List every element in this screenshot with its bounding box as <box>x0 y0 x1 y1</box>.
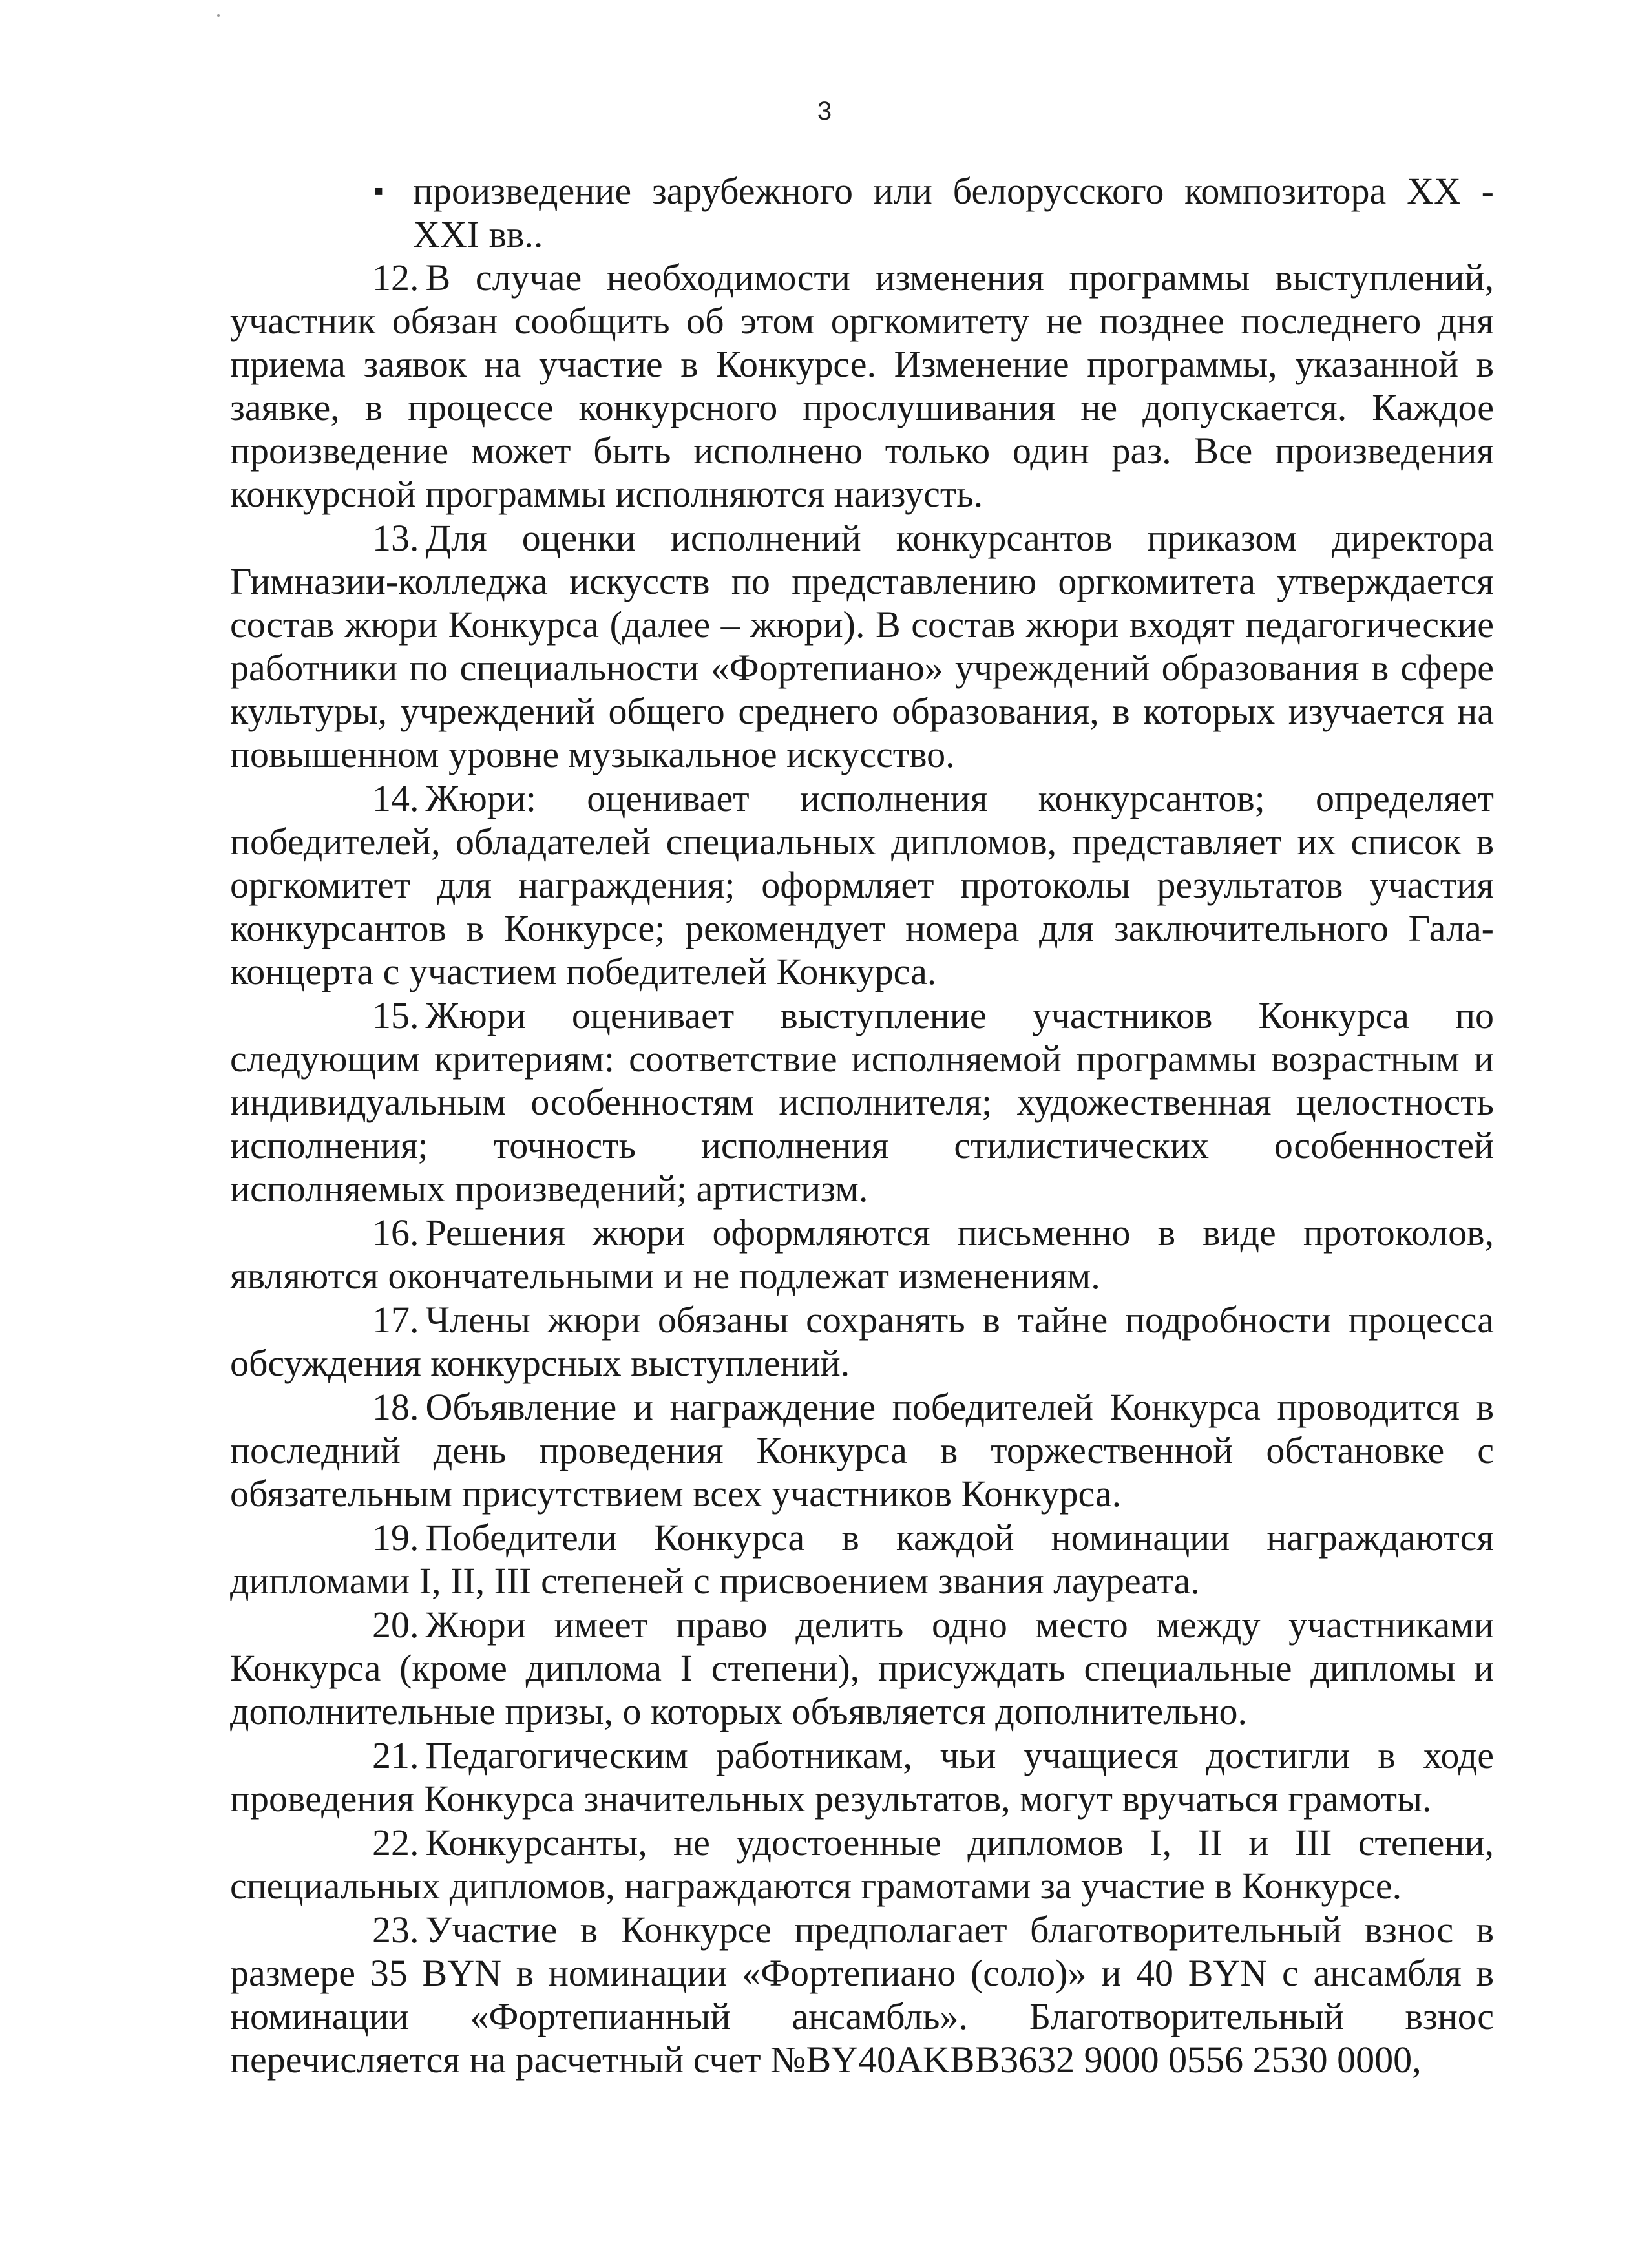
paragraph-23 <box>230 1908 1494 2081</box>
paragraph-number: 23. <box>372 1909 419 1951</box>
paragraph-22 <box>230 1821 1494 1907</box>
paragraph-text: Жюри: оценивает исполнения конкурсантов; определяет победителей, обладателей специальных дипломов, представляет их список в оргкомитет для награждения; оформляет протоколы результатов участия конкурсантов в Конкурсе; рекомендует номера для заключительного Гала-концерта с участием победителей Конкурса. <box>230 777 1494 992</box>
paragraph-20 <box>230 1603 1494 1733</box>
paragraph-15 <box>230 994 1494 1210</box>
paragraph-12 <box>230 256 1494 516</box>
paragraph-number: 12. <box>372 257 419 299</box>
paragraph-text: Для оценки исполнений конкурсантов приказом директора Гимназии-колледжа искусств по представлению оргкомитета утверждается состав жюри Конкурса (далее – жюри). В состав жюри входят педагогические работники по специальности «Фортепиано» учреждений образования в сфере культуры, учреждений общего среднего образования, в которых изучается на повышенном уровне музыкальное искусство. <box>230 517 1494 775</box>
paragraph-number: 14. <box>372 777 419 819</box>
paragraph-18 <box>230 1385 1494 1515</box>
paragraph-14 <box>230 777 1494 993</box>
paragraph-text: Жюри оценивает выступление участников Конкурса по следующим критериям: соответствие исполняемой программы возрастным и индивидуальным особенностям исполнителя; художественная целостность исполнения; точность исполнения стилистических особенностей исполняемых произведений; артистизм. <box>230 994 1494 1210</box>
paragraph-17 <box>230 1298 1494 1385</box>
paragraph-number: 16. <box>372 1212 419 1254</box>
paragraph-text: Победители Конкурса в каждой номинации награждаются дипломами I, II, III степеней с присвоением звания лауреата. <box>230 1517 1494 1602</box>
paragraph-16 <box>230 1211 1494 1297</box>
paragraph-number: 17. <box>372 1299 419 1341</box>
paragraph-number: 18. <box>372 1386 419 1428</box>
paragraph-number: 15. <box>372 994 419 1036</box>
paragraph-19 <box>230 1516 1494 1602</box>
paragraph-number: 13. <box>372 517 419 559</box>
paragraph-number: 20. <box>372 1604 419 1646</box>
paragraph-21 <box>230 1734 1494 1820</box>
document-body <box>230 169 1494 2082</box>
paragraph-13 <box>230 516 1494 776</box>
page-number: 3 <box>817 97 832 125</box>
paragraph-text: Решения жюри оформляются письменно в виде протоколов, являются окончательными и не подлежат изменениям. <box>230 1212 1494 1297</box>
paragraph-number: 21. <box>372 1734 419 1776</box>
square-bullet-icon: ▪ <box>373 175 384 207</box>
paragraph-text: Педагогическим работникам, чьи учащиеся достигли в ходе проведения Конкурса значительных результатов, могут вручаться грамоты. <box>230 1734 1494 1820</box>
paragraph-text: Конкурсанты, не удостоенные дипломов I, II и III степени, специальных дипломов, награждаются грамотами за участие в Конкурсе. <box>230 1822 1494 1907</box>
paragraph-text: Объявление и награждение победителей Конкурса проводится в последний день проведения Конкурса в торжественной обстановке с обязательным присутствием всех участников Конкурса. <box>230 1386 1494 1515</box>
paragraph-text: Члены жюри обязаны сохранять в тайне подробности процесса обсуждения конкурсных выступлений. <box>230 1299 1494 1384</box>
paragraph-text: Участие в Конкурсе предполагает благотворительный взнос в размере 35 BYN в номинации «Фортепиано (соло)» и 40 BYN с ансамбля в номинации «Фортепианный ансамбль». Благотворительный взнос перечисляется на расчетный счет №BY40AKBB3632 9000 0556 2530 0000, <box>230 1909 1494 2081</box>
paragraph-text: Жюри имеет право делить одно место между участниками Конкурса (кроме диплома I степени), присуждать специальные дипломы и дополнительные призы, о которых объявляется дополнительно. <box>230 1604 1494 1732</box>
bullet-list-item <box>230 169 1494 256</box>
bullet-text: произведение зарубежного или белорусского композитора XX - XXI вв.. <box>413 170 1494 255</box>
paragraph-number: 19. <box>372 1517 419 1559</box>
scan-speck <box>217 14 220 17</box>
paragraph-number: 22. <box>372 1822 419 1864</box>
paragraph-text: В случае необходимости изменения программы выступлений, участник обязан сообщить об этом оргкомитету не позднее последнего дня приема заявок на участие в Конкурсе. Изменение программы, указанной в заявке, в процессе конкурсного прослушивания не допускается. Каждое произведение может быть исполнено только один раз. Все произведения конкурсной программы исполняются наизусть. <box>230 257 1494 515</box>
